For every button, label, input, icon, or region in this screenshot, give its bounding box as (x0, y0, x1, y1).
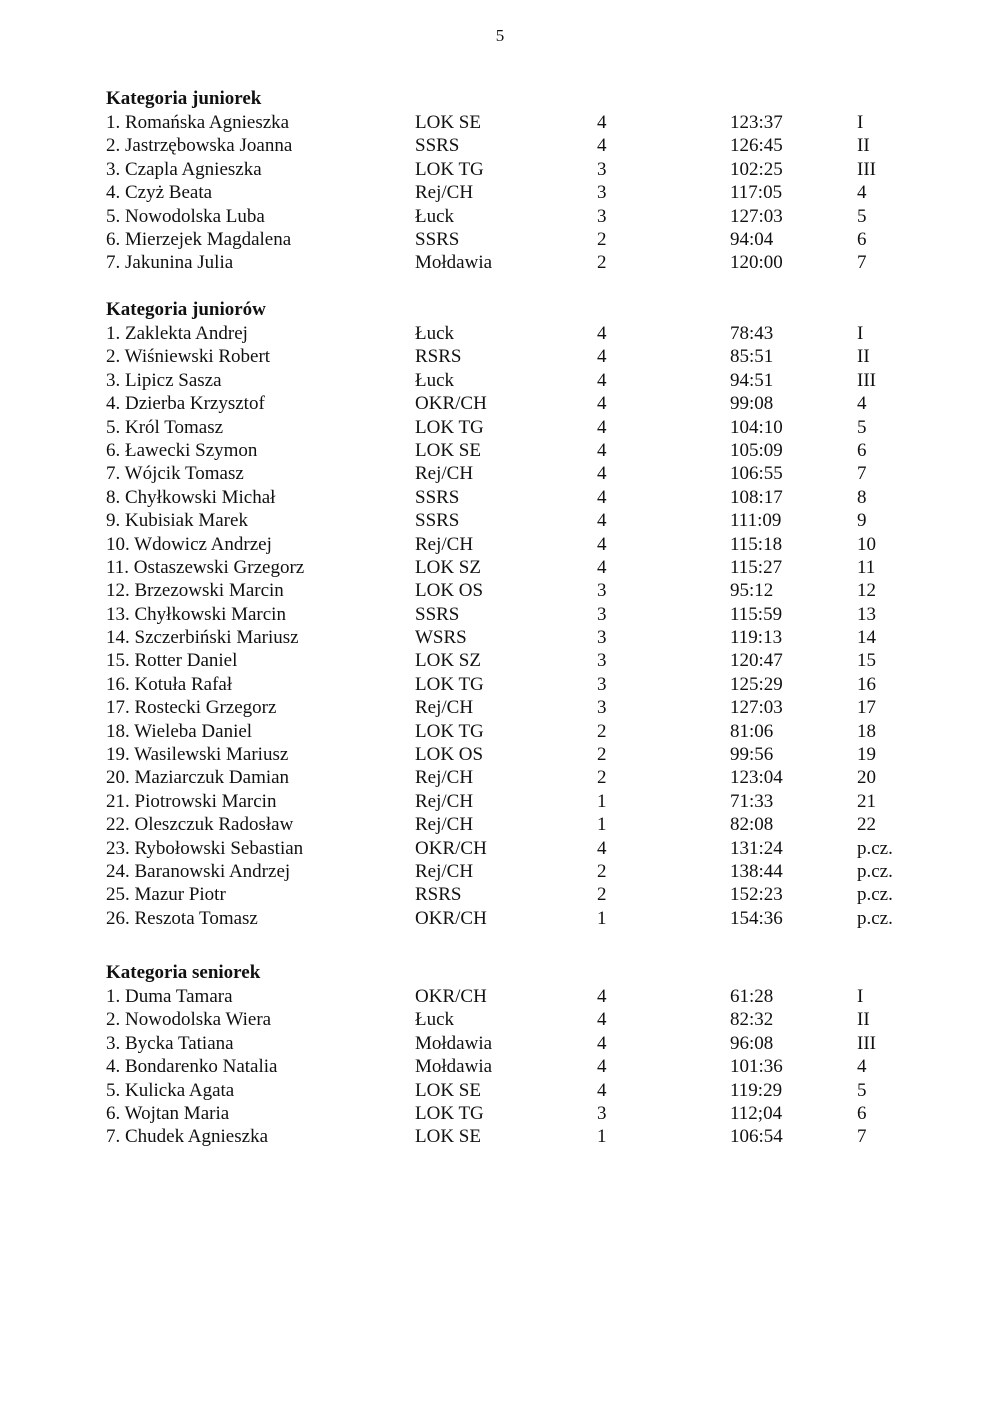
competitor-name: 4. Bondarenko Natalia (106, 1056, 278, 1078)
result-row (106, 790, 926, 813)
competitor-name: 6. Ławecki Szymon (106, 439, 258, 461)
place-value: 6 (857, 228, 867, 250)
club-name: Łuck (415, 205, 455, 227)
points-value: 4 (597, 439, 607, 461)
time-value: 101:36 (730, 1056, 783, 1078)
place-value: II (857, 346, 870, 368)
place-value: 22 (857, 814, 876, 836)
time-value: 138:44 (730, 860, 783, 882)
points-value: 1 (597, 814, 607, 836)
points-value: 4 (597, 533, 607, 555)
result-row (106, 883, 926, 906)
place-value: 18 (857, 720, 876, 742)
club-name: LOK SZ (415, 650, 481, 672)
place-value: p.cz. (857, 884, 893, 906)
time-value: 105:09 (730, 439, 783, 461)
club-name: LOK TG (415, 1102, 484, 1124)
club-name: OKR/CH (415, 837, 487, 859)
competitor-name: 1. Romańska Agnieszka (106, 112, 290, 133)
club-name: LOK SZ (415, 556, 481, 578)
club-name: Łuck (415, 369, 455, 391)
result-row (106, 556, 926, 579)
competitor-name: 14. Szczerbiński Mariusz (106, 627, 299, 649)
result-row (106, 392, 926, 415)
time-value: 125:29 (730, 673, 783, 695)
time-value: 99:08 (730, 393, 774, 415)
points-value: 3 (597, 1102, 607, 1124)
time-value: 102:25 (730, 158, 783, 180)
competitor-name: 13. Chyłkowski Marcin (106, 603, 286, 625)
points-value: 2 (597, 228, 607, 250)
club-name: Rej/CH (415, 533, 474, 555)
section-juniorki (106, 87, 926, 275)
time-value: 120:00 (730, 252, 783, 274)
result-row (106, 322, 926, 345)
competitor-name: 3. Czapla Agnieszka (106, 158, 262, 180)
section-title: Kategoria juniorek (106, 88, 262, 109)
competitor-name: 8. Chyłkowski Michał (106, 486, 276, 508)
place-value: 17 (857, 697, 876, 719)
competitor-name: 3. Lipicz Sasza (106, 369, 222, 391)
competitor-name: 18. Wieleba Daniel (106, 720, 253, 742)
result-row (106, 1055, 926, 1078)
place-value: 4 (857, 393, 867, 415)
time-value: 81:06 (730, 720, 774, 742)
result-row (106, 134, 926, 157)
result-row (106, 1008, 926, 1031)
time-value: 99:56 (730, 744, 774, 766)
time-value: 96:08 (730, 1032, 774, 1054)
club-name: SSRS (415, 603, 460, 625)
club-name: Rej/CH (415, 767, 474, 789)
section-seniorki (106, 961, 926, 1149)
competitor-name: 7. Chudek Agnieszka (106, 1126, 269, 1148)
place-value: 21 (857, 790, 876, 812)
place-value: II (857, 135, 870, 157)
place-value: 9 (857, 510, 867, 532)
points-value: 3 (597, 650, 607, 672)
competitor-name: 24. Baranowski Andrzej (106, 860, 291, 882)
results-list (106, 985, 926, 1149)
time-value: 119:29 (730, 1079, 783, 1101)
time-value: 94:51 (730, 369, 774, 391)
points-value: 1 (597, 907, 607, 929)
club-name: LOK SE (415, 1126, 481, 1148)
time-value: 126:45 (730, 135, 783, 157)
time-value: 61:28 (730, 986, 774, 1007)
place-value: III (857, 158, 876, 180)
competitor-name: 7. Wójcik Tomasz (106, 463, 244, 485)
result-row (106, 673, 926, 696)
result-row (106, 603, 926, 626)
section-title: Kategoria juniorów (106, 299, 266, 320)
place-value: 7 (857, 1126, 867, 1148)
club-name: Rej/CH (415, 463, 474, 485)
result-row (106, 813, 926, 836)
club-name: LOK TG (415, 673, 484, 695)
points-value: 4 (597, 323, 607, 344)
club-name: LOK TG (415, 158, 484, 180)
page-number: 5 (495, 26, 505, 45)
place-value: 20 (857, 767, 876, 789)
time-value: 119:13 (730, 627, 783, 649)
club-name: WSRS (415, 627, 467, 649)
result-row (106, 696, 926, 719)
competitor-name: 4. Czyż Beata (106, 182, 213, 204)
competitor-name: 21. Piotrowski Marcin (106, 790, 277, 812)
result-row (106, 533, 926, 556)
place-value: 13 (857, 603, 876, 625)
club-name: RSRS (415, 346, 462, 368)
competitor-name: 15. Rotter Daniel (106, 650, 238, 672)
time-value: 131:24 (730, 837, 783, 859)
place-value: 7 (857, 252, 867, 274)
time-value: 71:33 (730, 790, 774, 812)
competitor-name: 25. Mazur Piotr (106, 884, 226, 906)
section-juniorzy (106, 298, 926, 930)
club-name: OKR/CH (415, 986, 487, 1007)
place-value: 6 (857, 439, 867, 461)
competitor-name: 6. Mierzejek Magdalena (106, 228, 292, 250)
points-value: 2 (597, 767, 607, 789)
club-name: LOK SE (415, 112, 481, 133)
result-row (106, 766, 926, 789)
result-row (106, 181, 926, 204)
place-value: I (857, 112, 864, 133)
points-value: 4 (597, 510, 607, 532)
points-value: 4 (597, 463, 607, 485)
competitor-name: 3. Bycka Tatiana (106, 1032, 234, 1054)
club-name: Rej/CH (415, 182, 474, 204)
place-value: 7 (857, 463, 867, 485)
place-value: 4 (857, 182, 867, 204)
time-value: 154:36 (730, 907, 783, 929)
competitor-name: 17. Rostecki Grzegorz (106, 697, 277, 719)
competitor-name: 5. Nowodolska Luba (106, 205, 265, 227)
points-value: 4 (597, 135, 607, 157)
competitor-name: 2. Wiśniewski Robert (106, 346, 271, 368)
club-name: Rej/CH (415, 860, 474, 882)
place-value: 5 (857, 205, 867, 227)
place-value: 12 (857, 580, 876, 602)
points-value: 4 (597, 837, 607, 859)
points-value: 1 (597, 790, 607, 812)
time-value: 115:18 (730, 533, 783, 555)
competitor-name: 26. Reszota Tomasz (106, 907, 258, 929)
place-value: 5 (857, 1079, 867, 1101)
results-list (106, 322, 926, 930)
competitor-name: 10. Wdowicz Andrzej (106, 533, 272, 555)
result-row (106, 579, 926, 602)
competitor-name: 12. Brzezowski Marcin (106, 580, 284, 602)
time-value: 108:17 (730, 486, 783, 508)
time-value: 104:10 (730, 416, 783, 438)
result-row (106, 985, 926, 1008)
points-value: 4 (597, 1009, 607, 1031)
competitor-name: 11. Ostaszewski Grzegorz (106, 556, 305, 578)
time-value: 117:05 (730, 182, 783, 204)
result-row (106, 462, 926, 485)
result-row (106, 158, 926, 181)
club-name: SSRS (415, 135, 460, 157)
points-value: 4 (597, 1032, 607, 1054)
competitor-name: 19. Wasilewski Mariusz (106, 744, 289, 766)
points-value: 4 (597, 1079, 607, 1101)
points-value: 3 (597, 697, 607, 719)
section-title: Kategoria seniorek (106, 962, 261, 983)
time-value: 106:54 (730, 1126, 783, 1148)
competitor-name: 2. Jastrzębowska Joanna (106, 135, 293, 157)
time-value: 94:04 (730, 228, 774, 250)
time-value: 127:03 (730, 697, 783, 719)
points-value: 2 (597, 860, 607, 882)
points-value: 1 (597, 1126, 607, 1148)
club-name: Rej/CH (415, 790, 474, 812)
result-row (106, 649, 926, 672)
place-value: I (857, 986, 864, 1007)
club-name: LOK TG (415, 416, 484, 438)
time-value: 112;04 (730, 1102, 783, 1124)
time-value: 115:27 (730, 556, 783, 578)
points-value: 4 (597, 986, 607, 1007)
club-name: LOK SE (415, 1079, 481, 1101)
club-name: LOK SE (415, 439, 481, 461)
points-value: 4 (597, 369, 607, 391)
points-value: 3 (597, 182, 607, 204)
competitor-name: 9. Kubisiak Marek (106, 510, 248, 532)
competitor-name: 1. Duma Tamara (106, 986, 233, 1007)
result-row (106, 1032, 926, 1055)
result-row (106, 626, 926, 649)
time-value: 127:03 (730, 205, 783, 227)
place-value: 8 (857, 486, 867, 508)
place-value: 16 (857, 673, 876, 695)
club-name: Łuck (415, 1009, 455, 1031)
points-value: 4 (597, 393, 607, 415)
result-row (106, 837, 926, 860)
result-row (106, 111, 926, 134)
club-name: Mołdawia (415, 252, 493, 274)
result-row (106, 907, 926, 930)
competitor-name: 1. Zaklekta Andrej (106, 323, 248, 344)
club-name: SSRS (415, 510, 460, 532)
points-value: 4 (597, 346, 607, 368)
competitor-name: 22. Oleszczuk Radosław (106, 814, 294, 836)
place-value: 14 (857, 627, 876, 649)
club-name: OKR/CH (415, 907, 487, 929)
competitor-name: 7. Jakunina Julia (106, 252, 234, 274)
points-value: 4 (597, 1056, 607, 1078)
result-row (106, 251, 926, 274)
result-row (106, 486, 926, 509)
result-row (106, 1125, 926, 1148)
place-value: p.cz. (857, 907, 893, 929)
time-value: 123:04 (730, 767, 783, 789)
points-value: 3 (597, 603, 607, 625)
place-value: 11 (857, 556, 876, 578)
time-value: 85:51 (730, 346, 774, 368)
place-value: I (857, 323, 864, 344)
time-value: 106:55 (730, 463, 783, 485)
results-list (106, 111, 926, 275)
club-name: LOK OS (415, 580, 484, 602)
time-value: 111:09 (730, 510, 782, 532)
place-value: III (857, 369, 876, 391)
points-value: 2 (597, 720, 607, 742)
place-value: III (857, 1032, 876, 1054)
time-value: 120:47 (730, 650, 783, 672)
competitor-name: 20. Maziarczuk Damian (106, 767, 290, 789)
points-value: 3 (597, 627, 607, 649)
time-value: 82:32 (730, 1009, 774, 1031)
time-value: 95:12 (730, 580, 774, 602)
competitor-name: 16. Kotuła Rafał (106, 673, 233, 695)
place-value: 15 (857, 650, 876, 672)
points-value: 2 (597, 884, 607, 906)
club-name: Mołdawia (415, 1056, 493, 1078)
result-row (106, 439, 926, 462)
club-name: SSRS (415, 486, 460, 508)
points-value: 4 (597, 556, 607, 578)
competitor-name: 6. Wojtan Maria (106, 1102, 230, 1124)
result-row (106, 228, 926, 251)
result-row (106, 205, 926, 228)
competitor-name: 5. Król Tomasz (106, 416, 224, 438)
time-value: 123:37 (730, 112, 783, 133)
club-name: SSRS (415, 228, 460, 250)
competitor-name: 23. Rybołowski Sebastian (106, 837, 304, 859)
place-value: p.cz. (857, 860, 893, 882)
points-value: 4 (597, 416, 607, 438)
club-name: Łuck (415, 323, 455, 344)
points-value: 3 (597, 205, 607, 227)
result-row (106, 860, 926, 883)
club-name: LOK OS (415, 744, 484, 766)
club-name: LOK TG (415, 720, 484, 742)
points-value: 2 (597, 744, 607, 766)
result-row (106, 743, 926, 766)
place-value: 19 (857, 744, 876, 766)
club-name: OKR/CH (415, 393, 487, 415)
competitor-name: 4. Dzierba Krzysztof (106, 393, 265, 415)
club-name: Rej/CH (415, 814, 474, 836)
points-value: 4 (597, 486, 607, 508)
club-name: Mołdawia (415, 1032, 493, 1054)
competitor-name: 2. Nowodolska Wiera (106, 1009, 272, 1031)
result-row (106, 1102, 926, 1125)
points-value: 3 (597, 580, 607, 602)
place-value: 10 (857, 533, 876, 555)
time-value: 115:59 (730, 603, 783, 625)
result-row (106, 1079, 926, 1102)
competitor-name: 5. Kulicka Agata (106, 1079, 235, 1101)
result-row (106, 416, 926, 439)
place-value: 5 (857, 416, 867, 438)
place-value: 4 (857, 1056, 867, 1078)
place-value: p.cz. (857, 837, 893, 859)
result-row (106, 345, 926, 368)
points-value: 3 (597, 673, 607, 695)
time-value: 152:23 (730, 884, 783, 906)
club-name: Rej/CH (415, 697, 474, 719)
club-name: RSRS (415, 884, 462, 906)
place-value: II (857, 1009, 870, 1031)
place-value: 6 (857, 1102, 867, 1124)
time-value: 82:08 (730, 814, 774, 836)
points-value: 2 (597, 252, 607, 274)
points-value: 3 (597, 158, 607, 180)
result-row (106, 509, 926, 532)
time-value: 78:43 (730, 323, 774, 344)
result-row (106, 720, 926, 743)
points-value: 4 (597, 112, 607, 133)
result-row (106, 369, 926, 392)
